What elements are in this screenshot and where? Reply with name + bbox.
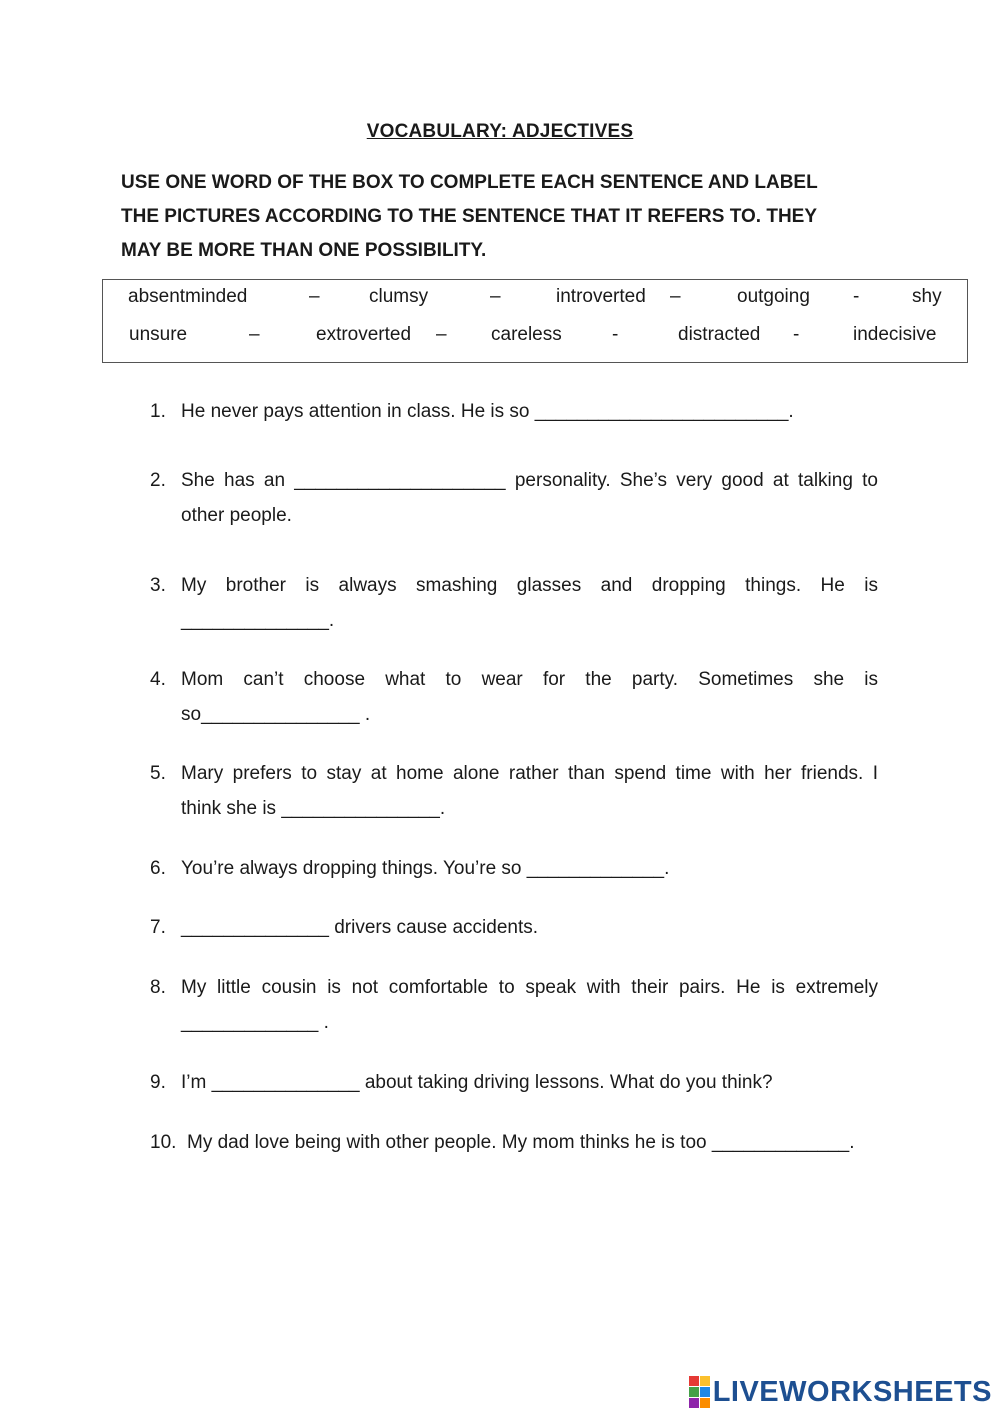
word-box-word: indecisive xyxy=(853,324,937,345)
question-number: 1. xyxy=(150,401,166,422)
question-7 xyxy=(150,910,878,945)
question-number: 4. xyxy=(150,669,166,690)
instructions xyxy=(121,166,901,268)
word-box xyxy=(102,279,968,363)
question-text: other people. xyxy=(181,505,292,526)
word-box-separator: - xyxy=(612,324,619,345)
word-box-word: clumsy xyxy=(369,286,429,307)
logo-mark-icon xyxy=(689,1376,710,1408)
liveworksheets-logo xyxy=(689,1375,992,1409)
question-text: ______________ drivers cause accidents. xyxy=(181,917,539,938)
instructions-line: MAY BE MORE THAN ONE POSSIBILITY. xyxy=(121,240,487,261)
question-text: He never pays attention in class. He is so ________________________. xyxy=(181,401,794,422)
question-number: 3. xyxy=(150,575,166,596)
question-3 xyxy=(150,568,878,638)
word-box-row xyxy=(103,324,967,354)
word-box-word: absentminded xyxy=(128,286,248,307)
logo-mark-square xyxy=(700,1387,710,1397)
question-text: My brother is always smashing glasses and dropping things. He is xyxy=(181,575,878,596)
question-number: 7. xyxy=(150,917,166,938)
question-4 xyxy=(150,662,878,732)
instructions-line: THE PICTURES ACCORDING TO THE SENTENCE THAT IT REFERS TO. THEY xyxy=(121,206,818,227)
instructions-line: USE ONE WORD OF THE BOX TO COMPLETE EACH SENTENCE AND LABEL xyxy=(121,172,818,193)
logo-mark-square xyxy=(700,1376,710,1386)
question-text: think she is _______________. xyxy=(181,798,446,819)
logo-text: LIVEWORKSHEETS xyxy=(712,1375,992,1408)
word-box-word: introverted xyxy=(556,286,646,307)
word-box-separator: - xyxy=(853,286,860,307)
question-text: She has an ____________________ personality. She’s very good at talking to xyxy=(181,470,878,491)
question-10 xyxy=(150,1125,878,1160)
word-box-word: distracted xyxy=(678,324,761,345)
question-text: Mary prefers to stay at home alone rather than spend time with her friends. I xyxy=(181,763,878,784)
question-text: Mom can’t choose what to wear for the party. Sometimes she is xyxy=(181,669,878,690)
word-box-word: outgoing xyxy=(737,286,810,307)
word-box-row xyxy=(103,286,967,316)
question-text: My little cousin is not comfortable to speak with their pairs. He is extremely xyxy=(181,977,878,998)
question-number: 6. xyxy=(150,858,166,879)
question-9 xyxy=(150,1065,878,1100)
word-box-word: extroverted xyxy=(316,324,412,345)
question-text: so_______________ . xyxy=(181,704,371,725)
word-box-word: unsure xyxy=(129,324,188,345)
question-number: 8. xyxy=(150,977,166,998)
logo-mark-square xyxy=(689,1398,699,1408)
question-text: You’re always dropping things. You’re so _____________. xyxy=(181,858,670,879)
question-text: I’m ______________ about taking driving lessons. What do you think? xyxy=(181,1072,773,1093)
word-box-separator: – xyxy=(436,324,447,345)
question-8 xyxy=(150,970,878,1040)
question-6 xyxy=(150,851,878,886)
question-number: 5. xyxy=(150,763,166,784)
logo-mark-square xyxy=(689,1387,699,1397)
word-box-separator: – xyxy=(249,324,260,345)
logo-mark-square xyxy=(689,1376,699,1386)
worksheet-title: VOCABULARY: ADJECTIVES xyxy=(366,121,634,142)
question-number: 2. xyxy=(150,470,166,491)
logo-mark-square xyxy=(700,1398,710,1408)
question-number: 9. xyxy=(150,1072,166,1093)
word-box-separator: – xyxy=(309,286,320,307)
question-5 xyxy=(150,756,878,826)
question-number: 10. xyxy=(150,1132,177,1153)
word-box-separator: - xyxy=(793,324,800,345)
question-text: ______________. xyxy=(181,610,335,631)
word-box-separator: – xyxy=(490,286,501,307)
word-box-separator: – xyxy=(670,286,681,307)
question-2 xyxy=(150,463,878,533)
question-1 xyxy=(150,394,878,429)
word-box-word: shy xyxy=(912,286,942,307)
question-text: _____________ . xyxy=(181,1012,329,1033)
question-text: My dad love being with other people. My mom thinks he is too _____________. xyxy=(187,1132,855,1153)
word-box-word: careless xyxy=(491,324,562,345)
